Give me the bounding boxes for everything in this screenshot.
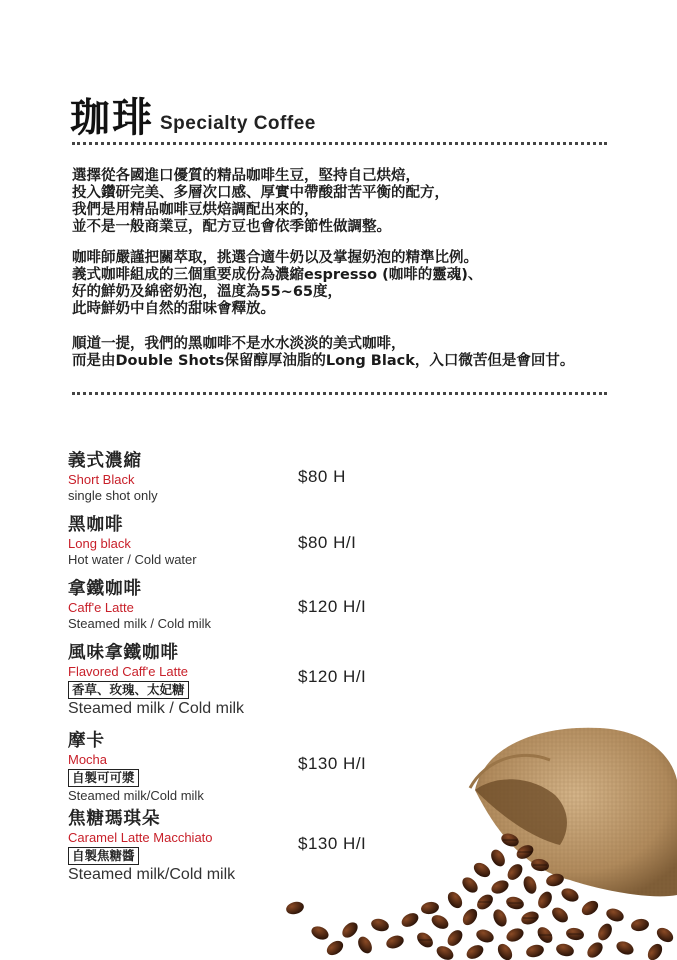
menu-item-name-en: Mocha	[68, 752, 108, 767]
intro-paragraph-2	[72, 250, 642, 318]
menu-item-flavor-tag: 自製焦糖醬	[68, 847, 139, 865]
menu-item-description: Steamed milk / Cold milk	[68, 616, 212, 631]
intro-line: 選擇從各國進口優質的精品咖啡生豆，堅持自己烘焙，	[72, 168, 420, 184]
bottom-dotted-divider	[72, 392, 607, 395]
menu-item-name-zh: 義式濃縮	[68, 451, 142, 471]
menu-item-name-en: Long black	[68, 536, 131, 551]
intro-paragraph-1	[72, 168, 642, 236]
menu-item-name-en: Caff'e Latte	[68, 600, 134, 615]
menu-item-name-zh: 焦糖瑪琪朵	[68, 809, 161, 829]
coffee-sack-illustration	[270, 720, 677, 960]
intro-line: 投入鑽研完美、多層次口感、厚實中帶酸甜苦平衡的配方，	[72, 185, 449, 201]
menu-item-flavor-tag: 香草、玫瑰、太妃糖	[68, 681, 189, 699]
menu-item-price: $120 H/I	[298, 597, 367, 616]
intro-line: 義式咖啡組成的三個重要成份為濃縮espresso (咖啡的靈魂)、	[72, 267, 483, 283]
menu-item-description: Hot water / Cold water	[68, 552, 197, 567]
menu-item-price: $130 H/I	[298, 834, 367, 853]
menu-item-name-en: Caramel Latte Macchiato	[68, 830, 213, 845]
intro-line: 好的鮮奶及綿密奶泡，溫度為55~65度，	[72, 284, 343, 300]
intro-line: 我們是用精品咖啡豆烘焙調配出來的，	[72, 202, 319, 218]
menu-item-name-en: Short Black	[68, 472, 135, 487]
menu-item-description: Steamed milk/Cold milk	[68, 866, 236, 883]
top-dotted-divider	[72, 142, 607, 145]
menu-item-description: Steamed milk / Cold milk	[68, 700, 245, 717]
intro-line: 咖啡師嚴謹把關萃取，挑選合適牛奶以及掌握奶泡的精準比例。	[72, 250, 478, 266]
intro-line: 順道一提，我們的黑咖啡不是水水淡淡的美式咖啡，	[72, 336, 406, 352]
menu-item-description: Steamed milk/Cold milk	[68, 788, 204, 803]
menu-item-price: $80 H	[298, 467, 346, 486]
menu-item-name-en: Flavored Caff'e Latte	[68, 664, 189, 679]
menu-item-name-zh: 風味拿鐵咖啡	[68, 643, 179, 663]
menu-item-name-zh: 拿鐵咖啡	[68, 579, 142, 599]
menu-item-price: $80 H/I	[298, 533, 357, 552]
page-title-en: Specialty Coffee	[160, 113, 316, 134]
menu-item-name-zh: 摩卡	[68, 731, 105, 751]
page-title-zh: 珈琲	[70, 94, 154, 141]
intro-line: 而是由Double Shots保留醇厚油脂的Long Black，入口微苦但是會回甘。	[72, 353, 575, 369]
intro-paragraph-3	[72, 336, 642, 370]
menu-item-price: $130 H/I	[298, 754, 367, 773]
intro-line: 並不是一般商業豆，配方豆也會依季節性做調整。	[72, 219, 391, 235]
menu-item-flavor-tag: 自製可可漿	[68, 769, 139, 787]
menu-item-price: $120 H/I	[298, 667, 367, 686]
menu-item-description: single shot only	[68, 488, 158, 503]
menu-item-name-zh: 黑咖啡	[68, 515, 124, 535]
intro-line: 此時鮮奶中自然的甜味會釋放。	[72, 301, 275, 317]
